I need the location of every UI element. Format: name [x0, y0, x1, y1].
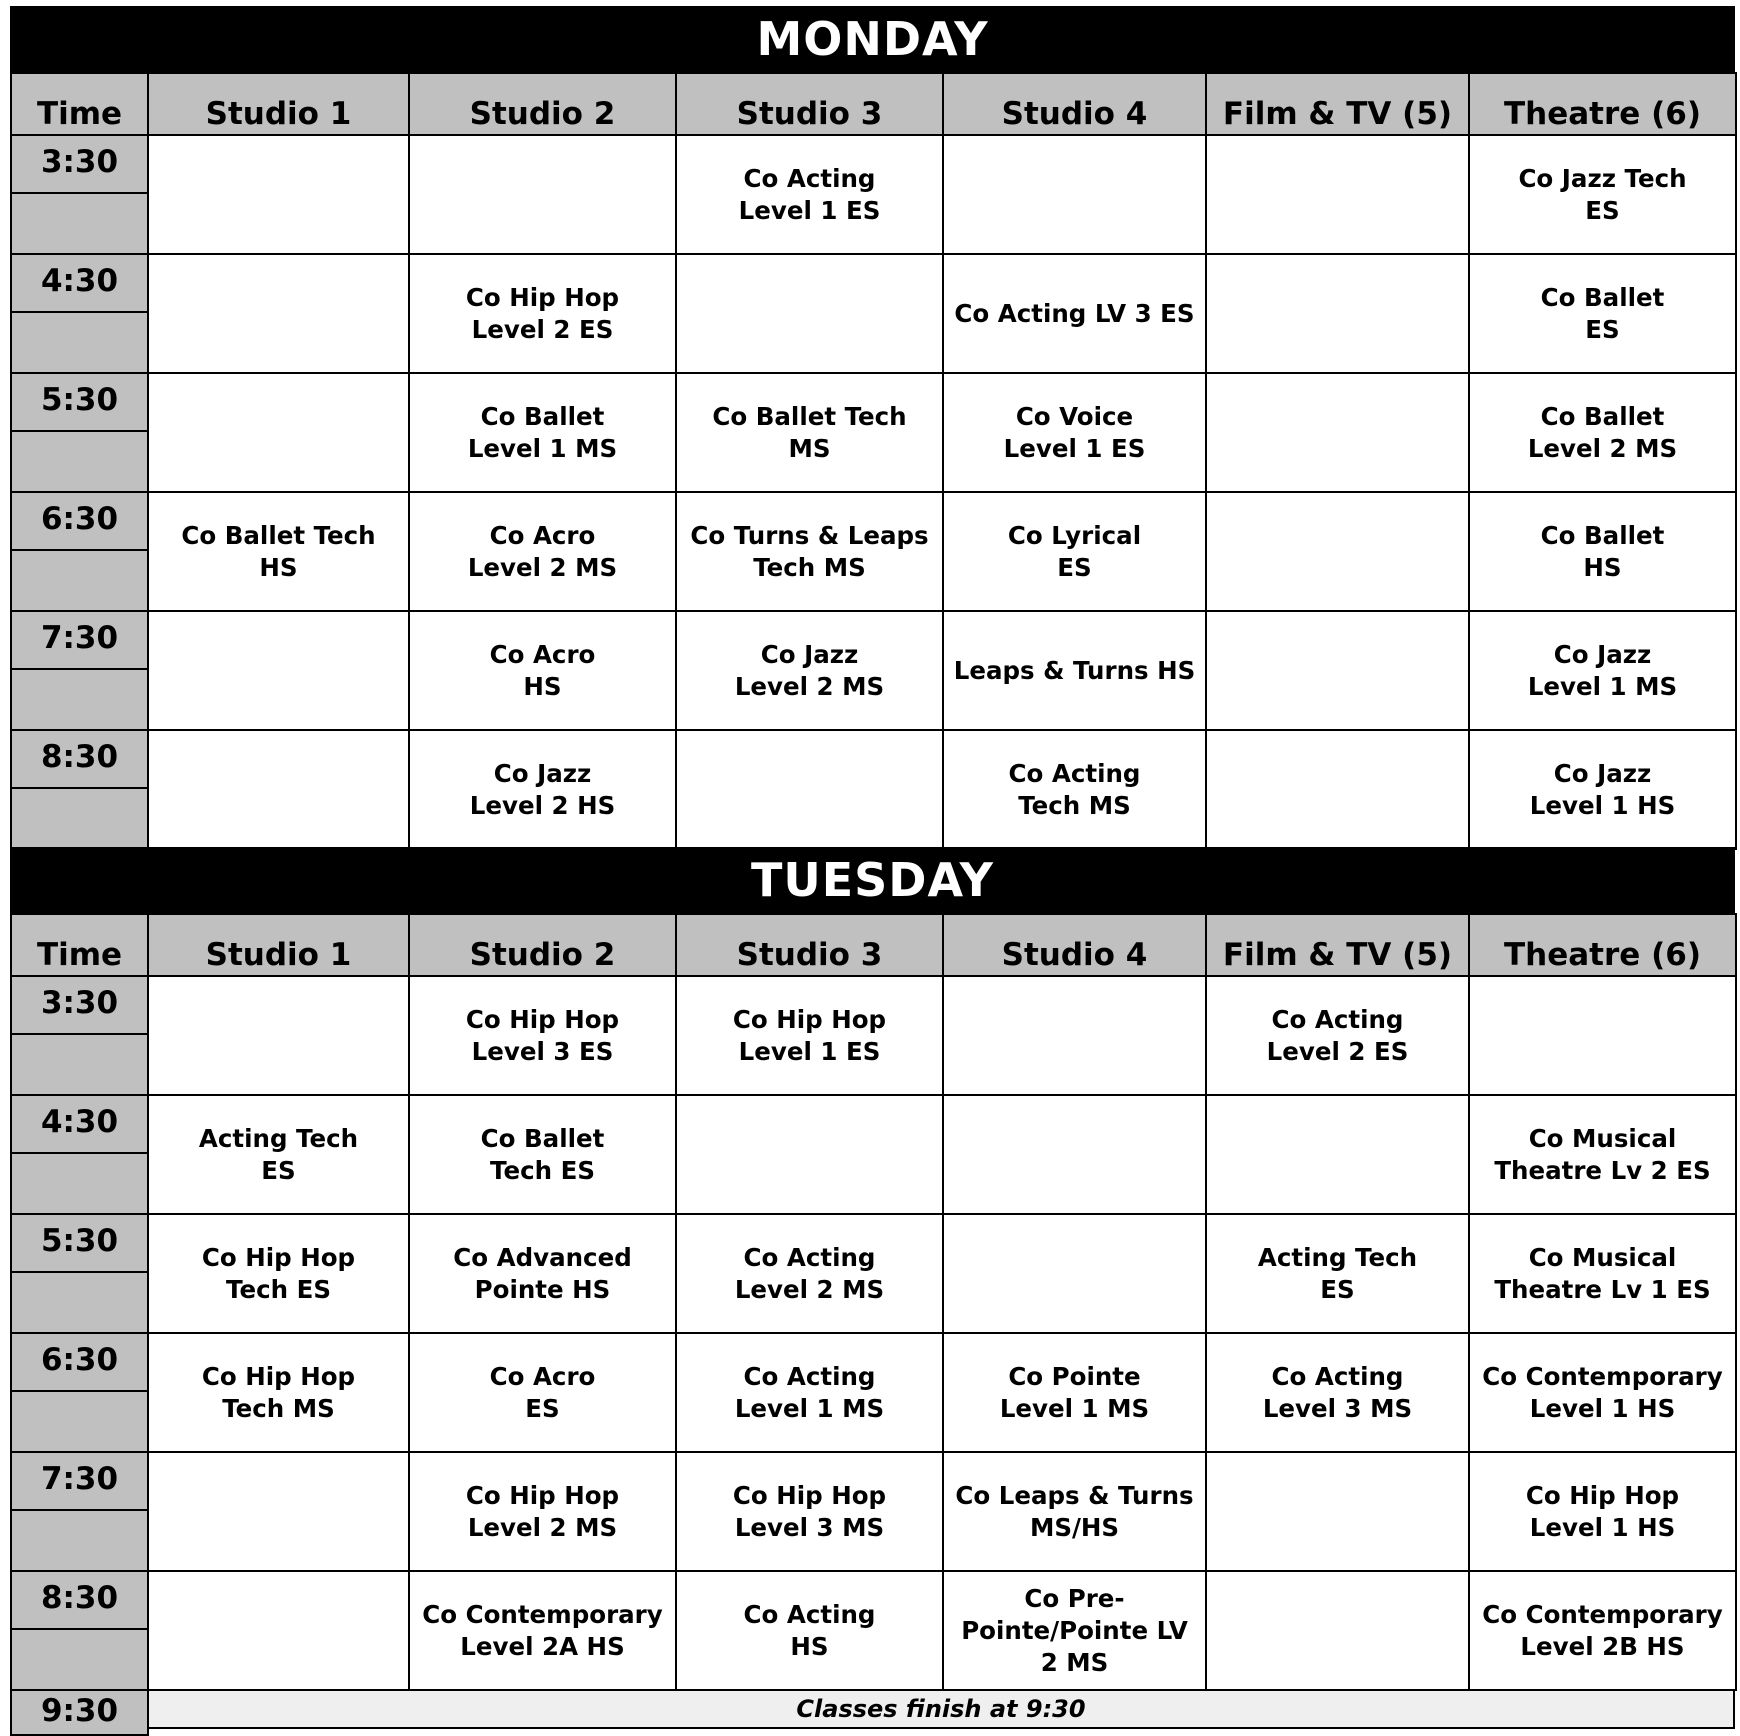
time-slot-half	[10, 1390, 149, 1453]
class-cell: Co Turns & Leaps Tech MS	[675, 491, 944, 612]
class-cell: Co Ballet Level 1 MS	[408, 372, 677, 493]
time-slot-label: 8:30	[10, 729, 149, 789]
time-slot-label: 7:30	[10, 610, 149, 670]
class-cell	[675, 1094, 944, 1215]
class-cell: Co Acting Level 1 MS	[675, 1332, 944, 1453]
time-slot-half	[10, 1628, 149, 1691]
class-cell: Co Hip Hop Level 1 ES	[675, 975, 944, 1096]
class-cell	[1205, 729, 1470, 850]
class-cell	[1205, 1570, 1470, 1691]
class-cell	[1205, 253, 1470, 374]
time-slot-label: 4:30	[10, 253, 149, 313]
studio-column-header: Studio 1	[147, 913, 410, 977]
studio-column-header: Film & TV (5)	[1205, 72, 1470, 136]
day-header: TUESDAY	[10, 847, 1735, 913]
class-cell: Co Hip Hop Tech ES	[147, 1213, 410, 1334]
class-cell	[147, 253, 410, 374]
classes-finish-note: Classes finish at 9:30	[147, 1689, 1735, 1729]
time-slot-half	[10, 1271, 149, 1334]
studio-column-header: Theatre (6)	[1468, 913, 1737, 977]
class-cell	[942, 1213, 1207, 1334]
class-cell: Co Advanced Pointe HS	[408, 1213, 677, 1334]
class-cell	[1205, 372, 1470, 493]
class-cell: Co Jazz Tech ES	[1468, 134, 1737, 255]
class-cell: Co Acting Tech MS	[942, 729, 1207, 850]
class-cell: Co Contemporary Level 2A HS	[408, 1570, 677, 1691]
time-slot-half	[10, 192, 149, 255]
class-cell: Co Acro HS	[408, 610, 677, 731]
class-cell	[408, 134, 677, 255]
class-cell	[942, 975, 1207, 1096]
class-cell: Co Jazz Level 1 HS	[1468, 729, 1737, 850]
class-cell	[147, 975, 410, 1096]
studio-column-header: Studio 3	[675, 72, 944, 136]
class-cell: Co Contemporary Level 1 HS	[1468, 1332, 1737, 1453]
time-slot-half	[10, 668, 149, 731]
class-cell: Co Lyrical ES	[942, 491, 1207, 612]
studio-column-header: Film & TV (5)	[1205, 913, 1470, 977]
class-cell: Co Acting Level 1 ES	[675, 134, 944, 255]
studio-column-header: Studio 4	[942, 72, 1207, 136]
class-cell: Acting Tech ES	[1205, 1213, 1470, 1334]
time-slot-label: 3:30	[10, 975, 149, 1035]
time-slot-label: 5:30	[10, 1213, 149, 1273]
class-cell	[1205, 134, 1470, 255]
class-cell: Co Ballet Tech HS	[147, 491, 410, 612]
class-cell	[147, 372, 410, 493]
class-cell: Co Voice Level 1 ES	[942, 372, 1207, 493]
time-slot-label: 6:30	[10, 1332, 149, 1392]
class-cell: Co Jazz Level 2 MS	[675, 610, 944, 731]
time-slot-half	[10, 787, 149, 850]
class-cell: Co Ballet HS	[1468, 491, 1737, 612]
time-column-header: Time	[10, 913, 149, 977]
class-cell: Co Acting Level 2 MS	[675, 1213, 944, 1334]
class-cell: Co Ballet Level 2 MS	[1468, 372, 1737, 493]
class-cell: Co Pointe Level 1 MS	[942, 1332, 1207, 1453]
class-cell: Co Contemporary Level 2B HS	[1468, 1570, 1737, 1691]
class-cell: Co Musical Theatre Lv 2 ES	[1468, 1094, 1737, 1215]
class-cell	[1205, 610, 1470, 731]
studio-column-header: Theatre (6)	[1468, 72, 1737, 136]
class-cell: Co Jazz Level 2 HS	[408, 729, 677, 850]
time-slot-half	[10, 1152, 149, 1215]
day-header: MONDAY	[10, 6, 1735, 72]
class-cell	[1205, 1094, 1470, 1215]
class-cell	[942, 1094, 1207, 1215]
class-cell: Co Hip Hop Level 3 MS	[675, 1451, 944, 1572]
time-slot-label: 3:30	[10, 134, 149, 194]
class-cell: Co Hip Hop Tech MS	[147, 1332, 410, 1453]
class-cell	[147, 1451, 410, 1572]
time-slot-half	[10, 1509, 149, 1572]
class-cell: Co Hip Hop Level 2 MS	[408, 1451, 677, 1572]
class-cell: Co Hip Hop Level 2 ES	[408, 253, 677, 374]
studio-column-header: Studio 3	[675, 913, 944, 977]
class-cell: Leaps & Turns HS	[942, 610, 1207, 731]
class-cell: Co Hip Hop Level 3 ES	[408, 975, 677, 1096]
class-cell	[147, 610, 410, 731]
class-cell: Co Leaps & Turns MS/HS	[942, 1451, 1207, 1572]
class-cell: Acting Tech ES	[147, 1094, 410, 1215]
time-slot-half	[10, 430, 149, 493]
studio-column-header: Studio 4	[942, 913, 1207, 977]
class-cell: Co Hip Hop Level 1 HS	[1468, 1451, 1737, 1572]
class-cell: Co Jazz Level 1 MS	[1468, 610, 1737, 731]
class-cell	[147, 729, 410, 850]
time-slot-half	[10, 311, 149, 374]
class-cell	[147, 134, 410, 255]
class-cell: Co Acting Level 2 ES	[1205, 975, 1470, 1096]
class-cell: Co Ballet Tech ES	[408, 1094, 677, 1215]
time-slot-half	[10, 1033, 149, 1096]
class-cell: Co Acting Level 3 MS	[1205, 1332, 1470, 1453]
class-cell: Co Pre- Pointe/Pointe LV 2 MS	[942, 1570, 1207, 1691]
class-cell	[1205, 491, 1470, 612]
studio-column-header: Studio 2	[408, 913, 677, 977]
class-cell	[147, 1570, 410, 1691]
class-cell: Co Ballet Tech MS	[675, 372, 944, 493]
time-slot-label: 4:30	[10, 1094, 149, 1154]
class-cell: Co Acro Level 2 MS	[408, 491, 677, 612]
class-cell: Co Acting HS	[675, 1570, 944, 1691]
studio-column-header: Studio 2	[408, 72, 677, 136]
class-cell	[675, 253, 944, 374]
time-slot-label: 7:30	[10, 1451, 149, 1511]
time-slot-label: 5:30	[10, 372, 149, 432]
class-cell: Co Acting LV 3 ES	[942, 253, 1207, 374]
time-slot-label: 8:30	[10, 1570, 149, 1630]
class-cell	[1468, 975, 1737, 1096]
class-cell	[942, 134, 1207, 255]
class-cell: Co Acro ES	[408, 1332, 677, 1453]
time-slot-label: 6:30	[10, 491, 149, 551]
class-cell	[1205, 1451, 1470, 1572]
class-cell	[675, 729, 944, 850]
class-cell: Co Ballet ES	[1468, 253, 1737, 374]
time-slot-half	[10, 549, 149, 612]
studio-column-header: Studio 1	[147, 72, 410, 136]
class-cell: Co Musical Theatre Lv 1 ES	[1468, 1213, 1737, 1334]
time-column-header: Time	[10, 72, 149, 136]
final-time-label: 9:30	[10, 1689, 149, 1736]
